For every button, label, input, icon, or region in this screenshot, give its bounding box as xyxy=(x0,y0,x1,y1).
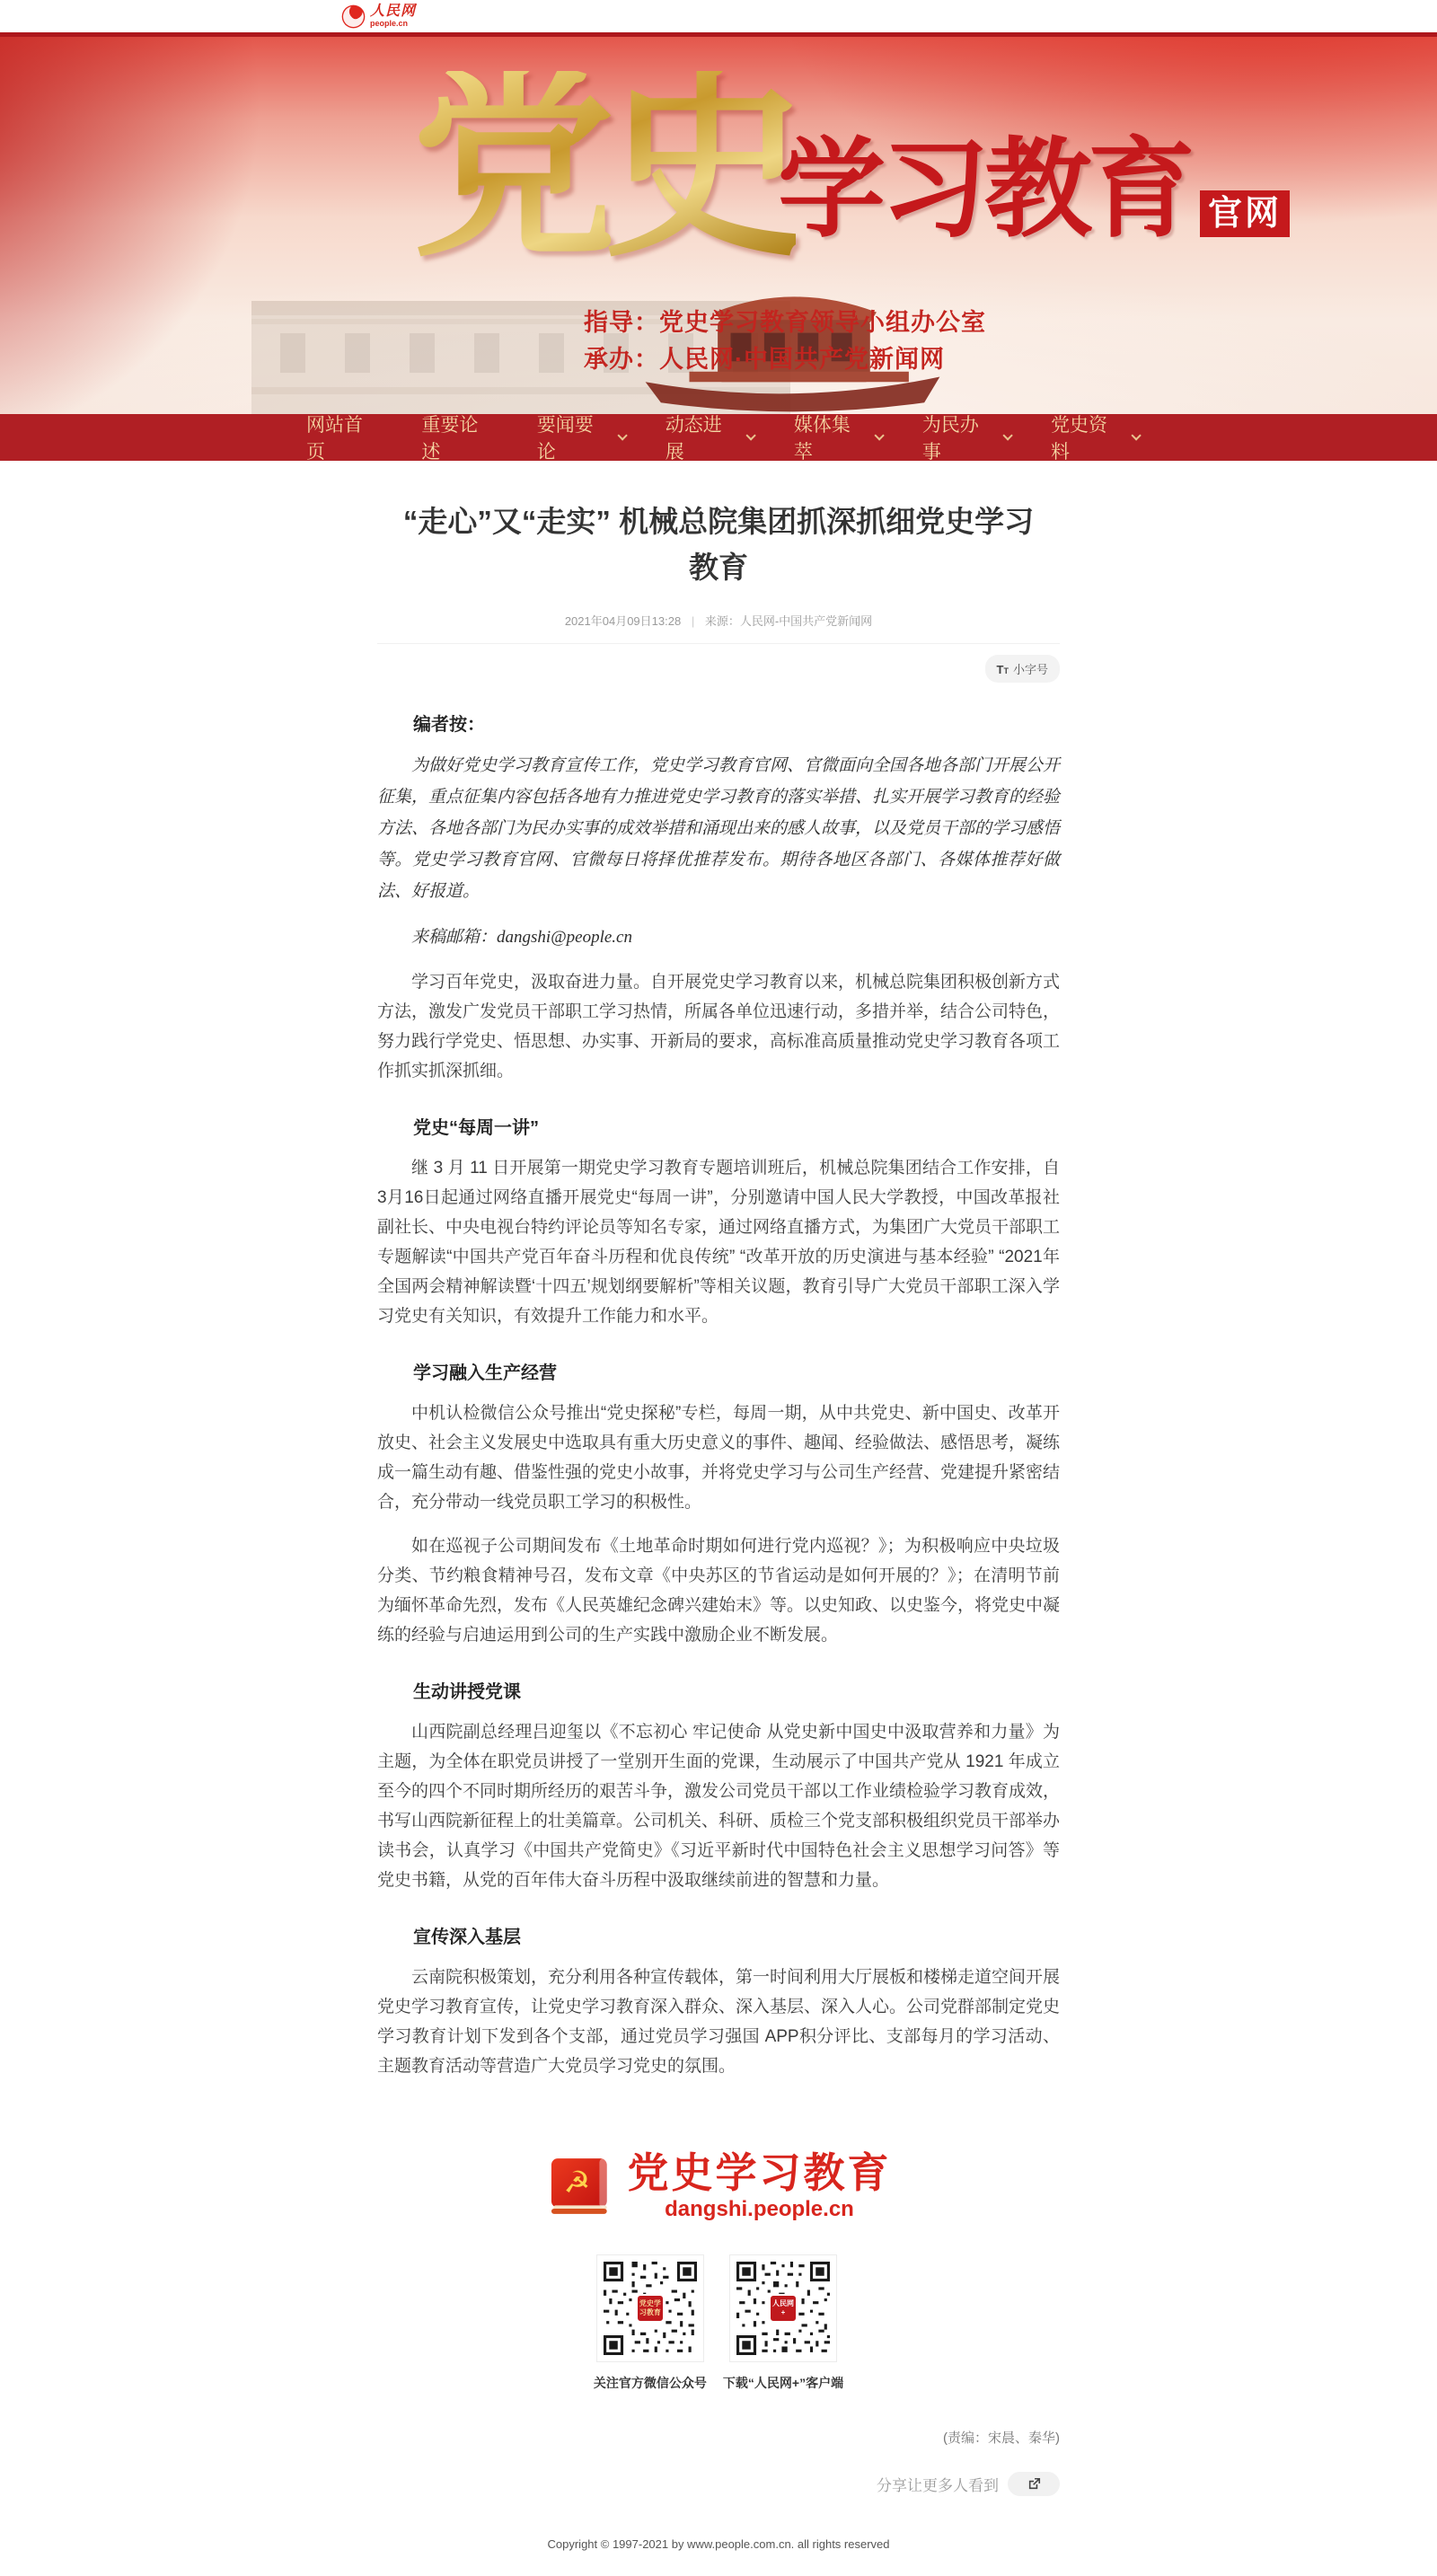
nav-item-label: 为民办事 xyxy=(921,415,979,463)
banner-credits xyxy=(584,304,986,378)
page-footer xyxy=(0,2151,1437,2550)
chevron-down-icon xyxy=(1003,430,1013,440)
chevron-down-icon xyxy=(617,430,627,440)
nav-item-party-history-materials[interactable] xyxy=(1030,414,1159,461)
share-button[interactable] xyxy=(1008,2472,1060,2496)
nav-item-media-digest[interactable] xyxy=(773,414,902,461)
app-qr-card xyxy=(723,2254,843,2392)
source-link[interactable]: 人民网-中国共产党新闻网 xyxy=(739,614,873,629)
font-size-button[interactable] xyxy=(985,655,1060,683)
section-heading: 宣传深入基层 xyxy=(413,1928,521,1948)
party-history-book-icon xyxy=(546,2156,614,2217)
article-date: 2021年04月09日13:28 xyxy=(564,614,682,629)
nav-item-label: 动态进展 xyxy=(665,415,722,463)
nav-item-label: 媒体集萃 xyxy=(793,415,851,463)
nav-item-label: 要闻要论 xyxy=(536,415,594,463)
article-paragraph: 继 3 月 11 日开展第一期党史学习教育专题培训班后，机械总院集团结合工作安排，自3月16日起通过网络直播开展党史“每周一讲”，分别邀请中国人民大学教授，中国改革报社副社长、中央电视台特约评论员等知名专家，通过网络直播方式，为集团广大党员干部职工专题解读“中国共产党百年奋斗历程和优良传统” “改革开放的历史演进与基本经验” “2021年全国两会精神解读暨‘十四五’规划纲要解析”等相关议题，教育引导广大党员干部职工深入学习党史有关知识，有效提升工作能力和水平。 xyxy=(377,1159,1061,1327)
app-qr-code xyxy=(729,2254,837,2362)
banner-official-badge: 官网 xyxy=(1200,190,1290,237)
copyright-text: Copyright © 1997-2021 by www.people.com.cn. all rights reserved xyxy=(547,2536,890,2551)
nav-item-serve-people[interactable] xyxy=(902,414,1030,461)
wechat-qr-caption: 关注官方微信公众号 xyxy=(593,2375,707,2390)
nav-item-key-news[interactable] xyxy=(516,414,645,461)
wechat-qr-card xyxy=(594,2254,707,2392)
article-toolbar xyxy=(377,655,1060,683)
top-logo-bar xyxy=(0,0,1437,32)
footer-logo-title: 党史学习教育 xyxy=(627,2149,892,2197)
source-label: 来源： xyxy=(704,614,740,629)
nav-item-progress[interactable] xyxy=(645,414,773,461)
qr-center-badge: 党史学习教育 xyxy=(636,2294,665,2323)
editor-note: 为做好党史学习教育宣传工作，党史学习教育官网、官微面向全国各地各部门开展公开征集，重点征集内容包括各地有力推进党史学习教育的落实举措、扎实开展学习教育的经验方法、各地各部门为民办实事的成效举措和涌现出来的感人故事，以及党员干部的学习感悟等。党史学习教育官网、官微每日将择优推荐发布。期待各地区各部门、各媒体推荐好做法、好报道。 xyxy=(377,756,1061,902)
people-cn-logo-text: 人民网 xyxy=(370,4,417,19)
editors-credit: (责编：宋晨、秦华) xyxy=(943,2430,1060,2446)
nav-item-label: 党史资料 xyxy=(1050,415,1107,463)
banner-title-red: 学习教育 xyxy=(778,129,1191,250)
chevron-down-icon xyxy=(874,430,884,440)
font-size-icon: TT xyxy=(996,663,1009,677)
nav-item-label: 重要论述 xyxy=(421,415,479,463)
share-external-link-icon xyxy=(1027,2477,1041,2491)
article-paragraph: 云南院积极策划，充分利用各种宣传载体，第一时间利用大厅展板和楼梯走道空间开展党史学习教育宣传，让党史学习教育深入群众、深入基层、深入人心。公司党群部制定党史学习教育计划下发到各个支部，通过党员学习强国 APP积分评比、支部每月的学习活动、主题教育活动等营造广大党员学习党史的氛围。 xyxy=(377,1968,1061,2077)
app-qr-caption: 下载“人民网+”客户端 xyxy=(722,2375,844,2390)
footer-logo[interactable] xyxy=(0,2151,1437,2221)
banner-title-gold: 党史 xyxy=(411,55,796,281)
chevron-down-icon xyxy=(745,430,755,440)
article-title: “走心”又“走实” 机械总院集团抓深抓细党史学习教育 xyxy=(402,505,1035,585)
editor-note-heading: 编者按： xyxy=(413,715,485,736)
nav-item-home[interactable] xyxy=(286,414,401,461)
article-paragraph: 中机认检微信公众号推出“党史探秘”专栏，每周一期，从中共党史、新中国史、改革开放史、社会主义发展史中选取具有重大历史意义的事件、趣闻、经验做法、感悟思考，凝练成一篇生动有趣、借鉴性强的党史小故事，并将党史学习与公司生产经营、党建提升紧密结合，充分带动一线党员职工学习的积极性。 xyxy=(377,1404,1061,1513)
qr-center-badge: 人民网+ xyxy=(769,2294,798,2323)
chevron-down-icon xyxy=(1132,430,1142,440)
section-heading: 党史“每周一讲” xyxy=(413,1118,539,1139)
share-label: 分享让更多人看到 xyxy=(877,2476,999,2494)
footer-logo-url: dangshi.people.cn xyxy=(665,2196,854,2221)
article-meta xyxy=(377,612,1060,644)
section-heading: 生动讲授党课 xyxy=(413,1682,521,1703)
nav-item-important-discourse[interactable] xyxy=(401,414,516,461)
font-size-button-label: 小字号 xyxy=(1012,663,1048,677)
article-body xyxy=(377,710,1060,2104)
article-paragraph: 如在巡视子公司期间发布《土地革命时期如何进行党内巡视？》；为积极响应中央垃圾分类、节约粮食精神号召，发布文章《中央苏区的节省运动是如何开展的？》；在清明节前为缅怀革命先烈，发布《人民英雄纪念碑兴建始末》等。以史知政、以史鉴今，将党史中凝练的经验与启迪运用到公司的生产实践中激励企业不断发展。 xyxy=(377,1537,1061,1645)
people-cn-logo[interactable] xyxy=(341,4,416,29)
wechat-qr-code xyxy=(596,2254,704,2362)
banner-host-line: 承办：人民网·中国共产党新闻网 xyxy=(584,346,945,373)
people-cn-logo-icon xyxy=(341,4,366,29)
meta-separator: | xyxy=(691,614,695,629)
svg-text:☭: ☭ xyxy=(563,2165,590,2201)
banner xyxy=(0,37,1437,414)
editor-note-email: 来稿邮箱：dangshi@people.cn xyxy=(411,928,632,948)
article-paragraph: 山西院副总经理吕迎玺以《不忘初心 牢记使命 从党史新中国史中汲取营养和力量》为主题，为全体在职党员讲授了一堂别开生面的党课，生动展示了中国共产党从 1921 年成立至今的四个不同时期所经历的艰苦斗争，激发公司党员干部以工作业绩检验学习教育成效，书写山西院新征程上的壮美篇章。公司机关、科研、质检三个党支部积极组织党员干部举办读书会，认真学习《中国共产党简史》《习近平新时代中国特色社会主义思想学习问答》等党史书籍，从党的百年伟大奋斗历程中汲取继续前进的智慧和力量。 xyxy=(377,1723,1061,1891)
share-row xyxy=(377,2472,1060,2496)
nav-item-label: 网站首页 xyxy=(306,415,363,463)
main-nav xyxy=(0,414,1437,461)
people-cn-logo-domain: people.cn xyxy=(370,19,409,28)
article-paragraph: 学习百年党史，汲取奋进力量。自开展党史学习教育以来，机械总院集团积极创新方式方法，激发广发党员干部职工学习热情，所属各单位迅速行动，多措并举，结合公司特色，努力践行学党史、悟思想、办实事、开新局的要求，高标准高质量推动党史学习教育各项工作抓实抓深抓细。 xyxy=(377,973,1061,1081)
article xyxy=(377,498,1060,2104)
qr-section xyxy=(0,2254,1437,2392)
banner-guide-line: 指导：党史学习教育领导小组办公室 xyxy=(584,309,986,336)
banner-title xyxy=(411,55,1290,281)
section-heading: 学习融入生产经营 xyxy=(413,1363,557,1384)
